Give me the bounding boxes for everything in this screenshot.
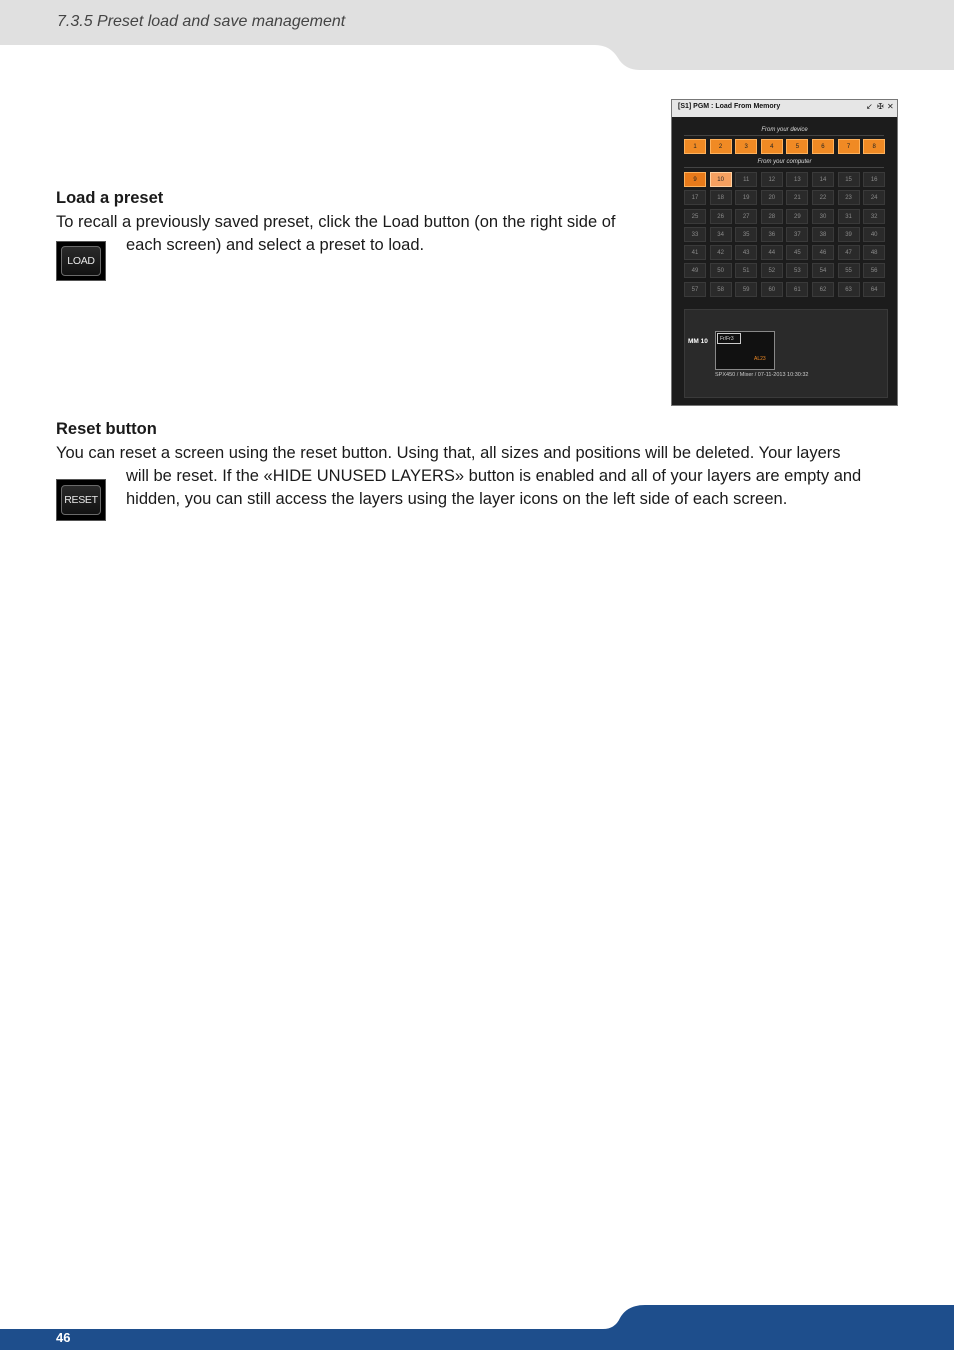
preset-25-button[interactable]: 25 <box>684 209 706 224</box>
preset-41-button[interactable]: 41 <box>684 245 706 260</box>
preset-55-button[interactable]: 55 <box>838 263 860 278</box>
preset-17-button[interactable]: 17 <box>684 190 706 205</box>
reset-heading: Reset button <box>56 420 157 438</box>
divider <box>684 167 884 168</box>
preset-58-button[interactable]: 58 <box>710 282 732 297</box>
preset-50-button[interactable]: 50 <box>710 263 732 278</box>
close-icon[interactable]: ✕ <box>887 102 894 111</box>
preset-26-button[interactable]: 26 <box>710 209 732 224</box>
preset-54-button[interactable]: 54 <box>812 263 834 278</box>
preset-48-button[interactable]: 48 <box>863 245 885 260</box>
reset-button[interactable] <box>56 479 106 521</box>
preset-40-button[interactable]: 40 <box>863 227 885 242</box>
load-button[interactable] <box>56 241 106 281</box>
preset-61-button[interactable]: 61 <box>786 282 808 297</box>
preset-52-button[interactable]: 52 <box>761 263 783 278</box>
preset-4-button[interactable]: 4 <box>761 139 783 154</box>
preset-57-button[interactable]: 57 <box>684 282 706 297</box>
preview-info: SPX450 / Mixer / 07-11-2013 10:30:32 <box>715 372 809 378</box>
preset-34-button[interactable]: 34 <box>710 227 732 242</box>
preset-24-button[interactable]: 24 <box>863 190 885 205</box>
preset-28-button[interactable]: 28 <box>761 209 783 224</box>
preset-37-button[interactable]: 37 <box>786 227 808 242</box>
preset-43-button[interactable]: 43 <box>735 245 757 260</box>
load-from-memory-window <box>671 99 898 406</box>
header-band <box>0 0 954 70</box>
preset-36-button[interactable]: 36 <box>761 227 783 242</box>
preset-53-button[interactable]: 53 <box>786 263 808 278</box>
from-computer-label: From your computer <box>757 159 812 165</box>
preset-15-button[interactable]: 15 <box>838 172 860 187</box>
preset-45-button[interactable]: 45 <box>786 245 808 260</box>
load-text-line2: each screen) and select a preset to load. <box>126 236 425 254</box>
preset-64-button[interactable]: 64 <box>863 282 885 297</box>
preset-5-button[interactable]: 5 <box>786 139 808 154</box>
preset-33-button[interactable]: 33 <box>684 227 706 242</box>
preset-16-button[interactable]: 16 <box>863 172 885 187</box>
preset-44-button[interactable]: 44 <box>761 245 783 260</box>
divider <box>684 135 884 136</box>
preset-62-button[interactable]: 62 <box>812 282 834 297</box>
from-device-label: From your device <box>761 127 808 133</box>
window-titlebar <box>672 100 897 117</box>
preset-35-button[interactable]: 35 <box>735 227 757 242</box>
reset-text-line2: will be reset. If the «HIDE UNUSED LAYERS» button is enabled and all of your layers are empty and <box>126 467 862 485</box>
preset-22-button[interactable]: 22 <box>812 190 834 205</box>
preset-6-button[interactable]: 6 <box>812 139 834 154</box>
preset-12-button[interactable]: 12 <box>761 172 783 187</box>
preset-20-button[interactable]: 20 <box>761 190 783 205</box>
preset-39-button[interactable]: 39 <box>838 227 860 242</box>
load-button-label: LOAD <box>61 246 101 276</box>
footer-band <box>0 1300 954 1350</box>
preset-13-button[interactable]: 13 <box>786 172 808 187</box>
reset-text-line3: hidden, you can still access the layers using the layer icons on the left side of each screen. <box>126 490 788 508</box>
preset-56-button[interactable]: 56 <box>863 263 885 278</box>
preset-38-button[interactable]: 38 <box>812 227 834 242</box>
window-title: [S1] PGM : Load From Memory <box>678 103 781 110</box>
preset-21-button[interactable]: 21 <box>786 190 808 205</box>
preset-49-button[interactable]: 49 <box>684 263 706 278</box>
preset-3-button[interactable]: 3 <box>735 139 757 154</box>
resize-icon[interactable]: ↙ <box>866 102 873 111</box>
preset-29-button[interactable]: 29 <box>786 209 808 224</box>
reset-text-line1: You can reset a screen using the reset button. Using that, all sizes and positions will be deleted. Your layers <box>56 444 841 462</box>
device-preset-grid <box>684 139 885 154</box>
reset-button-label: RESET <box>61 485 101 515</box>
load-text-line1: To recall a previously saved preset, click the Load button (on the right side of <box>56 213 616 231</box>
preset-47-button[interactable]: 47 <box>838 245 860 260</box>
preset-46-button[interactable]: 46 <box>812 245 834 260</box>
section-title: 7.3.5 Preset load and save management <box>57 13 346 30</box>
preset-27-button[interactable]: 27 <box>735 209 757 224</box>
preset-7-button[interactable]: 7 <box>838 139 860 154</box>
preset-23-button[interactable]: 23 <box>838 190 860 205</box>
thumbnail-layer: Fr/Fr3 <box>717 333 741 344</box>
preview-label: MM 10 <box>688 338 708 345</box>
preset-14-button[interactable]: 14 <box>812 172 834 187</box>
preset-63-button[interactable]: 63 <box>838 282 860 297</box>
preset-51-button[interactable]: 51 <box>735 263 757 278</box>
preset-18-button[interactable]: 18 <box>710 190 732 205</box>
preset-59-button[interactable]: 59 <box>735 282 757 297</box>
preset-30-button[interactable]: 30 <box>812 209 834 224</box>
preset-19-button[interactable]: 19 <box>735 190 757 205</box>
preset-42-button[interactable]: 42 <box>710 245 732 260</box>
preset-1-button[interactable]: 1 <box>684 139 706 154</box>
pin-icon[interactable]: ✠ <box>877 102 884 111</box>
preset-8-button[interactable]: 8 <box>863 139 885 154</box>
preset-2-button[interactable]: 2 <box>710 139 732 154</box>
preset-11-button[interactable]: 11 <box>735 172 757 187</box>
preset-10-button[interactable]: 10 <box>710 172 732 187</box>
page-number: 46 <box>56 1330 71 1345</box>
preset-60-button[interactable]: 60 <box>761 282 783 297</box>
preset-32-button[interactable]: 32 <box>863 209 885 224</box>
thumbnail-accent: AL23 <box>754 356 766 362</box>
load-heading: Load a preset <box>56 189 164 207</box>
computer-preset-grid <box>684 172 885 297</box>
preview-thumbnail <box>715 331 775 370</box>
preset-9-button[interactable]: 9 <box>684 172 706 187</box>
preset-preview <box>684 309 888 398</box>
preset-31-button[interactable]: 31 <box>838 209 860 224</box>
